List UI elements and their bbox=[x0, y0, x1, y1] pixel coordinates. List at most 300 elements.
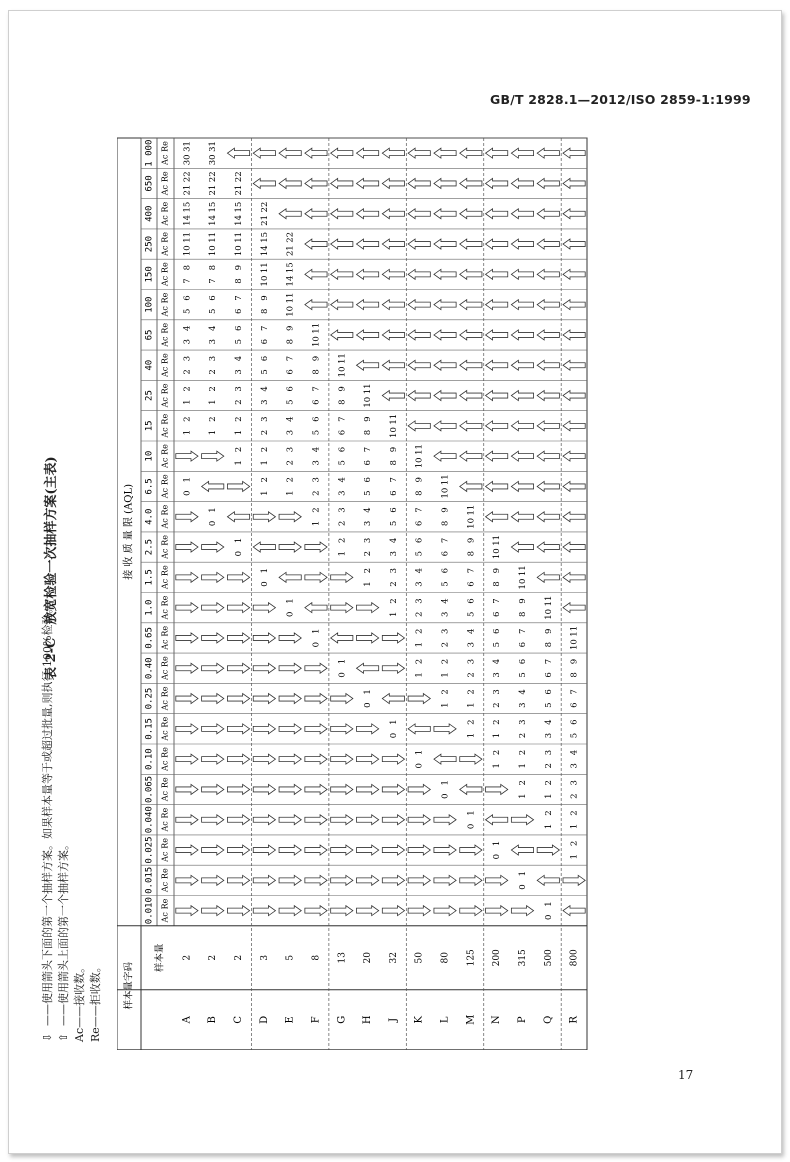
re-value: 3 bbox=[414, 598, 425, 604]
hollow-arrow-down-icon bbox=[202, 724, 224, 734]
re-label: Re bbox=[160, 686, 170, 698]
hollow-arrow-down-icon bbox=[202, 694, 224, 704]
re-label: Re bbox=[160, 838, 170, 849]
ac-label: Ac bbox=[160, 821, 170, 832]
ac-value: 3 bbox=[388, 551, 399, 557]
re-value: 9 bbox=[234, 264, 245, 271]
ac-value: 10 bbox=[388, 427, 399, 438]
sample-size-value: 2 bbox=[234, 954, 245, 961]
re-value: 2 bbox=[569, 810, 580, 816]
hollow-arrow-up-icon bbox=[356, 663, 378, 673]
ac-value: 21 bbox=[259, 215, 270, 226]
hollow-arrow-down-icon: ⇩ bbox=[41, 1032, 54, 1042]
hollow-arrow-down-icon bbox=[408, 845, 430, 855]
hollow-arrow-down-icon bbox=[305, 754, 327, 764]
hollow-arrow-up-icon bbox=[434, 239, 456, 249]
re-label: Re bbox=[160, 353, 170, 364]
legend-up-arrow-note: ⇧——使用箭头上面的第一个抽样方案。 bbox=[57, 839, 70, 1042]
hollow-arrow-down-icon bbox=[227, 603, 249, 613]
hollow-arrow-down-icon bbox=[176, 603, 198, 613]
ac-value: 10 bbox=[182, 245, 193, 257]
hollow-arrow-up-icon bbox=[331, 148, 353, 158]
hollow-arrow-down-icon bbox=[511, 906, 533, 916]
re-value: 1 bbox=[259, 567, 270, 574]
re-value: 7 bbox=[234, 295, 245, 301]
hollow-arrow-up-icon bbox=[382, 694, 404, 704]
hollow-arrow-up-icon bbox=[563, 269, 585, 279]
re-value: 3 bbox=[466, 658, 477, 665]
ac-value: 1 bbox=[259, 460, 270, 466]
ac-value: 3 bbox=[182, 338, 193, 345]
re-value: 15 bbox=[234, 201, 245, 213]
ac-label: Ac bbox=[160, 578, 170, 590]
re-label: Re bbox=[160, 868, 170, 880]
re-value: 4 bbox=[414, 567, 425, 574]
hollow-arrow-up-icon bbox=[511, 451, 533, 461]
hollow-arrow-up-icon bbox=[305, 178, 327, 188]
re-value: 2 bbox=[414, 628, 425, 634]
hollow-arrow-up-icon bbox=[356, 269, 378, 279]
re-value: 4 bbox=[492, 658, 503, 665]
re-value: 11 bbox=[337, 353, 348, 364]
hollow-arrow-down-icon bbox=[486, 784, 508, 794]
ac-label: Ac bbox=[160, 457, 170, 468]
hollow-arrow-down-icon bbox=[253, 694, 275, 704]
hollow-arrow-up-icon bbox=[408, 178, 430, 188]
sample-code-letter: Q bbox=[542, 1015, 554, 1024]
aql-value-label: 40 bbox=[144, 359, 155, 371]
hollow-arrow-up-icon bbox=[305, 603, 327, 613]
re-value: 3 bbox=[259, 416, 270, 422]
aql-value-label: 10 bbox=[144, 450, 155, 462]
hollow-arrow-down-icon bbox=[460, 754, 482, 764]
re-value: 2 bbox=[182, 386, 193, 392]
ac-value: 14 bbox=[285, 275, 296, 287]
hollow-arrow-down-icon bbox=[331, 784, 353, 794]
hollow-arrow-down-icon bbox=[176, 633, 198, 643]
ac-value: 6 bbox=[440, 551, 451, 557]
hollow-arrow-up-icon bbox=[563, 421, 585, 431]
re-value: 3 bbox=[182, 355, 193, 362]
ac-value: 1 bbox=[182, 399, 193, 405]
hollow-arrow-up-icon bbox=[279, 209, 301, 219]
hollow-arrow-up-icon bbox=[356, 360, 378, 370]
ac-value: 3 bbox=[234, 369, 245, 375]
re-value: 4 bbox=[543, 719, 554, 725]
hollow-arrow-down-icon bbox=[253, 784, 275, 794]
re-value: 7 bbox=[311, 386, 322, 392]
re-value: 11 bbox=[259, 262, 270, 274]
hollow-arrow-down-icon bbox=[227, 875, 249, 885]
ac-value: 0 bbox=[466, 823, 477, 830]
hollow-arrow-down-icon bbox=[356, 754, 378, 764]
hollow-arrow-down-icon bbox=[279, 754, 301, 764]
ac-label: Ac bbox=[160, 487, 170, 499]
hollow-arrow-up-icon bbox=[434, 330, 456, 340]
re-value: 15 bbox=[208, 201, 219, 213]
re-value: 9 bbox=[414, 477, 425, 483]
ac-label: Ac bbox=[160, 881, 170, 893]
re-value: 9 bbox=[440, 507, 451, 513]
hollow-arrow-down-icon bbox=[253, 754, 275, 764]
re-label: Re bbox=[160, 777, 170, 789]
legend-re-note: Re——拒收数。 bbox=[89, 961, 102, 1042]
re-value: 2 bbox=[259, 446, 270, 453]
re-value: 3 bbox=[208, 355, 219, 362]
ac-value: 1 bbox=[388, 611, 399, 618]
hollow-arrow-down-icon bbox=[253, 815, 275, 825]
ac-value: 1 bbox=[492, 732, 503, 739]
hollow-arrow-down-icon bbox=[202, 451, 224, 461]
hollow-arrow-up-icon bbox=[537, 360, 559, 370]
hollow-arrow-down-icon bbox=[434, 845, 456, 855]
hollow-arrow-up-icon bbox=[537, 875, 559, 885]
table-title: 表 2-C 放宽检验一次抽样方案(主表) bbox=[44, 456, 59, 680]
hollow-arrow-up-icon bbox=[331, 330, 353, 340]
ac-value: 2 bbox=[337, 520, 348, 527]
re-value: 31 bbox=[182, 141, 193, 152]
sample-code-letter: N bbox=[491, 1015, 503, 1025]
re-value: 6 bbox=[466, 598, 477, 604]
hollow-arrow-up-icon bbox=[486, 209, 508, 219]
re-value: 1 bbox=[440, 780, 451, 786]
hollow-arrow-down-icon bbox=[227, 694, 249, 704]
hollow-arrow-up-icon bbox=[460, 239, 482, 249]
hollow-arrow-down-icon bbox=[460, 875, 482, 885]
aql-value-label: 0.25 bbox=[144, 687, 155, 710]
ac-value: 10 bbox=[337, 366, 348, 378]
hollow-arrow-down-icon bbox=[279, 663, 301, 673]
ac-value: 3 bbox=[569, 763, 580, 769]
aql-value-label: 1.5 bbox=[144, 569, 155, 586]
ac-value: 5 bbox=[234, 338, 245, 345]
ac-value: 3 bbox=[440, 611, 451, 618]
hollow-arrow-up-icon bbox=[563, 603, 585, 613]
aql-value-label: 0.15 bbox=[144, 718, 155, 740]
re-value: 2 bbox=[517, 780, 528, 786]
hollow-arrow-up-icon bbox=[537, 300, 559, 310]
re-value: 6 bbox=[311, 416, 322, 422]
ac-value: 6 bbox=[234, 308, 245, 315]
hollow-arrow-up-icon bbox=[434, 391, 456, 401]
ac-value: 14 bbox=[234, 215, 245, 226]
hollow-arrow-up-icon bbox=[563, 330, 585, 340]
hollow-arrow-up-icon bbox=[511, 845, 533, 855]
ac-value: 1 bbox=[182, 429, 193, 436]
hollow-arrow-up-icon bbox=[279, 178, 301, 188]
hollow-arrow-up-icon bbox=[563, 391, 585, 401]
legend-notes bbox=[40, 603, 104, 1042]
hollow-arrow-down-icon bbox=[176, 663, 198, 673]
ac-value: 0 bbox=[259, 581, 270, 587]
aql-value-label: 650 bbox=[144, 175, 155, 192]
ac-value: 6 bbox=[285, 369, 296, 375]
hollow-arrow-down-icon bbox=[253, 845, 275, 855]
hollow-arrow-down-icon bbox=[408, 784, 430, 794]
re-value: 1 bbox=[182, 477, 193, 483]
aql-value-label: 25 bbox=[144, 390, 155, 401]
re-value: 11 bbox=[543, 595, 554, 607]
sample-size-value: 20 bbox=[363, 952, 374, 964]
hollow-arrow-up-icon bbox=[305, 300, 327, 310]
hollow-arrow-down-icon bbox=[227, 845, 249, 855]
hollow-arrow-up-icon bbox=[511, 300, 533, 310]
ac-value: 2 bbox=[259, 429, 270, 436]
re-value: 2 bbox=[414, 658, 425, 665]
hollow-arrow-down-icon bbox=[331, 875, 353, 885]
hollow-arrow-up-icon bbox=[563, 542, 585, 552]
hollow-arrow-down-icon bbox=[253, 633, 275, 643]
re-label: Re bbox=[160, 747, 170, 758]
ac-value: 3 bbox=[311, 460, 322, 466]
ac-value: 8 bbox=[569, 672, 580, 678]
hollow-arrow-up-icon bbox=[537, 239, 559, 249]
ac-value: 2 bbox=[311, 490, 322, 496]
re-value: 4 bbox=[285, 416, 296, 422]
hollow-arrow-down-icon bbox=[382, 815, 404, 825]
ac-value: 6 bbox=[337, 429, 348, 436]
ac-value: 10 bbox=[311, 336, 322, 348]
re-value: 6 bbox=[543, 689, 554, 695]
ac-value: 6 bbox=[569, 702, 580, 708]
ac-value: 5 bbox=[414, 551, 425, 557]
hollow-arrow-down-icon bbox=[227, 663, 249, 673]
ac-value: 0 bbox=[414, 763, 425, 769]
hollow-arrow-down-icon bbox=[331, 815, 353, 825]
ac-value: 8 bbox=[311, 369, 322, 375]
re-value: 22 bbox=[259, 201, 270, 213]
hollow-arrow-up-icon bbox=[382, 239, 404, 249]
ac-label: Ac bbox=[160, 336, 170, 347]
hollow-arrow-up-icon bbox=[382, 148, 404, 158]
ac-value: 8 bbox=[285, 338, 296, 345]
hollow-arrow-up-icon bbox=[511, 360, 533, 370]
hollow-arrow-up-icon bbox=[331, 178, 353, 188]
hollow-arrow-down-icon bbox=[305, 906, 327, 916]
sample-code-letter: P bbox=[516, 1016, 528, 1024]
hollow-arrow-down-icon bbox=[202, 663, 224, 673]
hollow-arrow-up-icon bbox=[537, 148, 559, 158]
hollow-arrow-up-icon bbox=[563, 300, 585, 310]
ac-value: 5 bbox=[363, 490, 374, 496]
ac-value: 6 bbox=[492, 611, 503, 618]
re-value: 1 bbox=[285, 598, 296, 604]
hollow-arrow-up-icon bbox=[331, 239, 353, 249]
sample-code-letter: R bbox=[568, 1016, 580, 1024]
ac-label: Ac bbox=[160, 275, 170, 287]
re-value: 3 bbox=[234, 386, 245, 392]
aql-value-label: 2.5 bbox=[144, 538, 155, 556]
re-value: 1 bbox=[466, 810, 477, 816]
re-value: 7 bbox=[569, 689, 580, 695]
ac-value: 5 bbox=[337, 460, 348, 466]
sample-size-value: 125 bbox=[466, 949, 477, 967]
hollow-arrow-up-icon bbox=[253, 148, 275, 158]
hollow-arrow-up-icon bbox=[486, 178, 508, 188]
hollow-arrow-up-icon bbox=[537, 572, 559, 582]
sample-size-value: 315 bbox=[517, 949, 528, 967]
sampling-table bbox=[117, 130, 605, 1050]
hollow-arrow-up-icon bbox=[382, 178, 404, 188]
re-value: 6 bbox=[234, 325, 245, 331]
aql-value-label: 0.015 bbox=[144, 866, 155, 894]
ac-value: 8 bbox=[414, 490, 425, 496]
re-value: 4 bbox=[363, 507, 374, 513]
re-value: 15 bbox=[285, 262, 296, 274]
sample-code-letter: L bbox=[439, 1016, 451, 1024]
re-value: 11 bbox=[466, 504, 477, 516]
hollow-arrow-down-icon bbox=[356, 845, 378, 855]
hollow-arrow-up-icon bbox=[460, 481, 482, 491]
ac-value: 2 bbox=[182, 369, 193, 375]
hollow-arrow-down-icon bbox=[176, 572, 198, 582]
hollow-arrow-down-icon bbox=[305, 724, 327, 734]
ac-label: Ac bbox=[160, 548, 170, 559]
ac-value: 7 bbox=[208, 278, 219, 284]
re-value: 1 bbox=[363, 689, 374, 695]
hollow-arrow-up-icon bbox=[460, 784, 482, 794]
re-value: 11 bbox=[414, 444, 425, 455]
re-value: 22 bbox=[182, 171, 193, 183]
hollow-arrow-down-icon bbox=[305, 542, 327, 552]
re-label: Re bbox=[160, 474, 170, 486]
re-value: 3 bbox=[311, 477, 322, 483]
hollow-arrow-up-icon bbox=[434, 269, 456, 279]
hollow-arrow-up-icon bbox=[511, 209, 533, 219]
ac-label: Ac bbox=[160, 669, 170, 681]
hollow-arrow-down-icon bbox=[253, 724, 275, 734]
ac-value: 1 bbox=[543, 793, 554, 799]
hollow-arrow-up-icon bbox=[460, 330, 482, 340]
re-value: 6 bbox=[182, 295, 193, 301]
ac-value: 0 bbox=[337, 672, 348, 678]
hollow-arrow-down-icon bbox=[356, 603, 378, 613]
aql-value-label: 1.0 bbox=[144, 599, 155, 616]
re-label: Re bbox=[160, 141, 170, 152]
re-value: 7 bbox=[388, 477, 399, 483]
hollow-arrow-up-icon bbox=[382, 209, 404, 219]
ac-value: 2 bbox=[208, 369, 219, 375]
ac-label: Ac bbox=[160, 518, 170, 529]
re-value: 2 bbox=[311, 507, 322, 513]
hollow-arrow-down-icon bbox=[176, 542, 198, 552]
hollow-arrow-up-icon bbox=[486, 360, 508, 370]
hollow-arrow-down-icon bbox=[176, 694, 198, 704]
sample-code-letter: G bbox=[336, 1015, 348, 1024]
hollow-arrow-up-icon bbox=[356, 178, 378, 188]
re-label: Re bbox=[160, 292, 170, 304]
ac-value: 1 bbox=[440, 702, 451, 708]
ac-value: 21 bbox=[285, 245, 296, 257]
hollow-arrow-up-icon bbox=[408, 360, 430, 370]
re-value: 6 bbox=[285, 386, 296, 392]
ac-value: 3 bbox=[285, 429, 296, 436]
hollow-arrow-up-icon bbox=[511, 239, 533, 249]
hollow-arrow-down-icon bbox=[279, 875, 301, 885]
re-value: 3 bbox=[543, 749, 554, 756]
hollow-arrow-down-icon bbox=[331, 694, 353, 704]
ac-value: 8 bbox=[492, 581, 503, 587]
hollow-arrow-up-icon bbox=[486, 148, 508, 158]
hollow-arrow-down-icon bbox=[563, 875, 585, 885]
ac-value: 3 bbox=[208, 338, 219, 345]
sample-size-value: 50 bbox=[414, 952, 425, 964]
re-value: 3 bbox=[337, 507, 348, 513]
ac-label: Ac bbox=[160, 639, 170, 650]
hollow-arrow-up-icon bbox=[434, 421, 456, 431]
re-value: 22 bbox=[208, 171, 219, 183]
re-value: 7 bbox=[259, 325, 270, 331]
re-value: 2 bbox=[234, 416, 245, 422]
ac-value: 6 bbox=[388, 490, 399, 496]
aql-value-label: 1 000 bbox=[144, 139, 155, 167]
ac-value: 30 bbox=[208, 154, 219, 166]
sample-size-value: 500 bbox=[543, 949, 554, 967]
hollow-arrow-up-icon bbox=[511, 542, 533, 552]
re-label: Re bbox=[160, 898, 170, 910]
page-number: 17 bbox=[678, 1068, 694, 1082]
re-value: 1 bbox=[208, 507, 219, 513]
hollow-arrow-up-icon bbox=[537, 178, 559, 188]
hollow-arrow-up-icon bbox=[563, 209, 585, 219]
re-label: Re bbox=[160, 171, 170, 183]
hollow-arrow-up-icon bbox=[253, 178, 275, 188]
re-label: Re bbox=[160, 504, 170, 516]
hollow-arrow-up-icon bbox=[331, 300, 353, 310]
ac-value: 0 bbox=[208, 520, 219, 527]
hollow-arrow-up-icon bbox=[331, 209, 353, 219]
re-value: 6 bbox=[337, 446, 348, 453]
sample-size-value: 200 bbox=[492, 949, 503, 967]
ac-value: 3 bbox=[466, 641, 477, 648]
hollow-arrow-down-icon bbox=[202, 603, 224, 613]
ac-value: 0 bbox=[517, 884, 528, 890]
ac-value: 0 bbox=[363, 702, 374, 708]
ac-value: 3 bbox=[259, 399, 270, 405]
hollow-arrow-up-icon bbox=[511, 512, 533, 522]
ac-value: 0 bbox=[388, 732, 399, 739]
hollow-arrow-up-icon bbox=[486, 481, 508, 491]
hollow-arrow-down-icon bbox=[305, 663, 327, 673]
hollow-arrow-down-icon bbox=[460, 845, 482, 855]
re-value: 9 bbox=[285, 325, 296, 331]
re-value: 15 bbox=[259, 231, 270, 243]
hollow-arrow-up-icon bbox=[460, 178, 482, 188]
aql-value-label: 65 bbox=[144, 329, 155, 341]
ac-value: 8 bbox=[440, 520, 451, 527]
hollow-arrow-down-icon bbox=[460, 906, 482, 916]
re-value: 7 bbox=[440, 537, 451, 544]
sample-code-letter: B bbox=[207, 1016, 219, 1024]
hollow-arrow-down-icon bbox=[356, 633, 378, 643]
re-value: 2 bbox=[388, 598, 399, 604]
ac-value: 8 bbox=[388, 460, 399, 466]
ac-value: 10 bbox=[517, 578, 528, 590]
ac-value: 10 bbox=[414, 457, 425, 469]
sample-code-letter: D bbox=[258, 1015, 270, 1024]
re-value: 4 bbox=[182, 325, 193, 331]
ac-label: Ac bbox=[160, 306, 170, 317]
ac-label: Ac bbox=[160, 245, 170, 256]
re-value: 22 bbox=[285, 231, 296, 243]
hollow-arrow-down-icon bbox=[227, 754, 249, 764]
aql-value-label: 0.065 bbox=[144, 775, 155, 803]
ac-value: 10 bbox=[363, 396, 374, 408]
hollow-arrow-up-icon bbox=[511, 330, 533, 340]
re-label: Re bbox=[160, 535, 170, 546]
re-label: Re bbox=[160, 383, 170, 395]
hollow-arrow-up-icon bbox=[486, 815, 508, 825]
